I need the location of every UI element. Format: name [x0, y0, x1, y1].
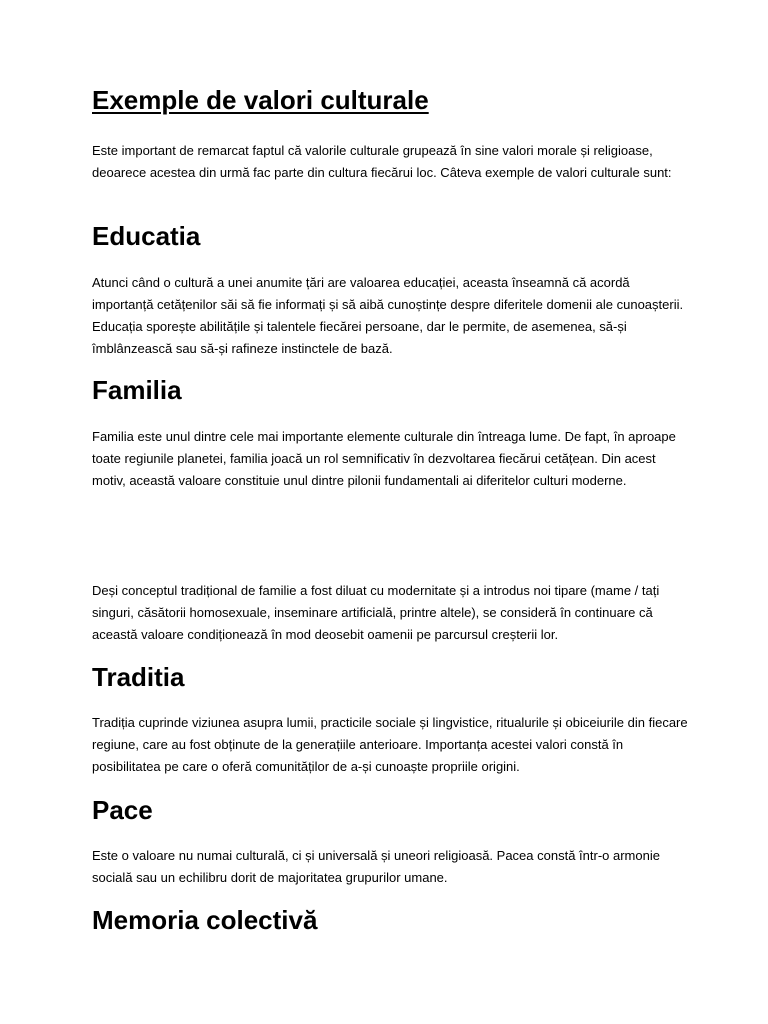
- section-heading-pace: Pace: [92, 795, 153, 825]
- section-paragraph-familia-2: Deși conceptul tradițional de familie a fost diluat cu modernitate și a introdus noi tipare (mame / tați singuri, căsătorii homosexuale, inseminare artificială, printre altele), se consideră în continuare că această valoare condiționează în mod deosebit oamenii pe parcursul creșterii lor.: [92, 583, 660, 642]
- page-title: Exemple de valori culturale: [92, 85, 429, 115]
- section-heading-memoria-colectiva: Memoria colectivă: [92, 905, 318, 935]
- section-heading-educatia: Educatia: [92, 221, 201, 251]
- section-paragraph-pace: Este o valoare nu numai culturală, ci și universală și uneori religioasă. Pacea constă într-o armonie socială sau un echilibru dorit de majoritatea grupurilor umane.: [92, 848, 660, 885]
- section-paragraph-familia-1: Familia este unul dintre cele mai importante elemente culturale din întreaga lume. De fapt, în aproape toate regiunile planetei, familia joacă un rol semnificativ în dezvoltarea fiecărui cetățean. Din acest motiv, această valoare constituie unul dintre pilonii fundamentali ai diferitelor culturi moderne.: [92, 429, 676, 488]
- intro-paragraph: Este important de remarcat faptul că valorile culturale grupează în sine valori morale și religioase, deoarece acestea din urmă fac parte din cultura fiecărui loc. Câteva exemple de valori culturale sunt:: [92, 143, 672, 180]
- section-paragraph-educatia: Atunci când o cultură a unei anumite țări are valoarea educației, aceasta înseamnă că acordă importanță cetățenilor săi să fie informați și să aibă cunoștințe despre diferitele domenii ale cunoașterii. Educația sporește abilitățile și talentele fiecărei persoane, dar le permite, de asemenea, să-și îmblânzească sau să-și rafineze instinctele de bază.: [92, 275, 684, 356]
- section-paragraph-traditia: Tradiția cuprinde viziunea asupra lumii, practicile sociale și lingvistice, ritualurile și obiceiurile din fiecare regiune, care au fost obținute de la generațiile anterioare. Importanța acestei valori constă în posibilitatea pe care o oferă comunităților de a-și cunoaște propriile origini.: [92, 715, 688, 774]
- section-heading-familia: Familia: [92, 375, 182, 405]
- section-heading-traditia: Traditia: [92, 662, 185, 692]
